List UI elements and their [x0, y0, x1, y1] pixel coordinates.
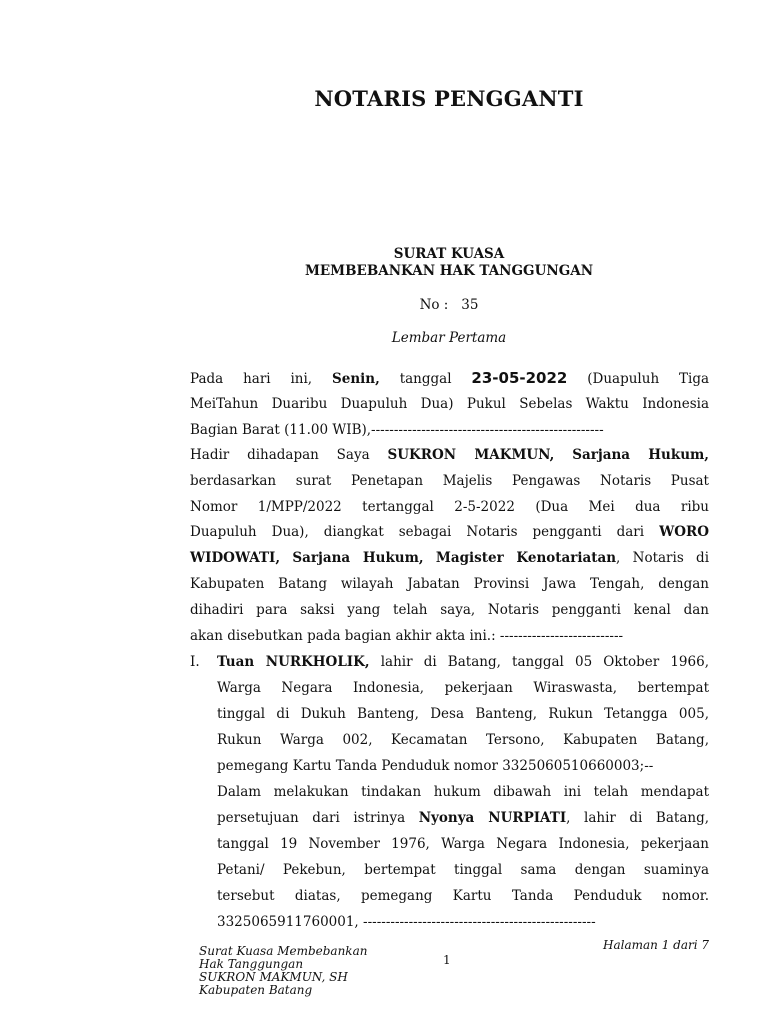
deed-date: 23-05-2022 — [471, 369, 568, 387]
page-number: 1 — [443, 953, 451, 967]
deed-number: No : 35 — [419, 297, 479, 313]
body-text: tanggal — [399, 371, 452, 387]
punctuation: , — [704, 447, 709, 463]
party-line: Petani/ Pekebun, bertempat tinggal sama dengan suaminya — [217, 862, 709, 878]
page-count: Halaman 1 dari 7 — [603, 938, 709, 952]
page-header-title: NOTARIS PENGGANTI — [314, 86, 584, 111]
body-line: dihadiri para saksi yang telah saya, Notaris pengganti kenal dan — [190, 602, 709, 618]
party-line: tinggal di Dukuh Banteng, Desa Banteng, Rukun Tetangga 005, — [217, 706, 709, 722]
notary-degree: Sarjana Hukum — [572, 447, 705, 463]
principal-notary-name: WIDOWATI — [190, 550, 276, 566]
punctuation: , — [418, 550, 424, 566]
party-line: 3325065911760001, --------------------------------------------------- — [217, 914, 596, 930]
body-text: Pada hari ini, — [190, 371, 313, 387]
footer-doc-title: Hak Tanggungan — [199, 957, 304, 971]
principal-notary-name: WORO — [659, 524, 709, 540]
party-line: tanggal 19 November 1976, Warga Negara Indonesia, pekerjaan — [217, 836, 709, 852]
principal-notary-degree: Sarjana Hukum — [292, 550, 419, 566]
punctuation: , — [275, 550, 281, 566]
punctuation: , — [549, 447, 555, 463]
body-line — [190, 548, 709, 568]
body-text: lahir di Batang, tanggal 05 Oktober 1966, — [380, 654, 709, 670]
body-line: Nomor 1/MPP/2022 tertanggal 2-5-2022 (Dua Mei dua ribu — [190, 499, 709, 515]
footer-notary: SUKRON MAKMUN, SH — [199, 970, 348, 984]
body-line: berdasarkan surat Penetapan Majelis Pengawas Notaris Pusat — [190, 473, 709, 489]
day-name: Senin, — [332, 371, 380, 387]
principal-notary-degree: Magister Kenotariatan — [435, 550, 617, 566]
party-line: Warga Negara Indonesia, pekerjaan Wiraswasta, bertempat — [217, 680, 709, 696]
body-text: Duapuluh Dua), diangkat sebagai Notaris pengganti dari — [190, 524, 645, 540]
body-text: Hadir dihadapan Saya — [190, 447, 370, 463]
body-text: (Duapuluh Tiga — [587, 371, 710, 387]
footer-doc-title: Surat Kuasa Membebankan — [199, 944, 368, 958]
list-marker: I. — [190, 654, 200, 670]
body-line: MeiTahun Duaribu Duapuluh Dua) Pukul Sebelas Waktu Indonesia — [190, 396, 709, 412]
body-line: Kabupaten Batang wilayah Jabatan Provinsi Jawa Tengah, dengan — [190, 576, 709, 592]
deed-title-line-1: SURAT KUASA — [393, 246, 505, 262]
body-text: , Notaris di — [616, 550, 710, 566]
party-name: Tuan NURKHOLIK, — [217, 654, 370, 670]
party-line: Dalam melakukan tindakan hukum dibawah ini telah mendapat — [217, 784, 709, 800]
spouse-name: Nyonya NURPIATI — [418, 810, 567, 826]
deed-sheet-label: Lembar Pertama — [391, 330, 507, 346]
body-line — [190, 445, 709, 465]
party-line: pemegang Kartu Tanda Penduduk nomor 3325060510660003;-- — [217, 758, 654, 774]
party-line: Rukun Warga 002, Kecamatan Tersono, Kabupaten Batang, — [217, 732, 709, 748]
footer-region: Kabupaten Batang — [199, 983, 313, 997]
body-line — [190, 522, 709, 542]
party-line: tersebut diatas, pemegang Kartu Tanda Penduduk nomor. — [217, 888, 709, 904]
party-line — [217, 652, 709, 672]
body-line: akan disebutkan pada bagian akhir akta ini.: --------------------------- — [190, 628, 624, 644]
notary-name: SUKRON MAKMUN — [387, 447, 550, 463]
body-text: , lahir di Batang, — [566, 810, 709, 826]
party-line — [217, 808, 709, 828]
deed-title-line-2: MEMBEBANKAN HAK TANGGUNGAN — [304, 263, 594, 279]
body-line: Bagian Barat (11.00 WIB),--------------------------------------------------- — [190, 422, 604, 438]
body-text: persetujuan dari istrinya — [217, 810, 406, 826]
body-line — [190, 368, 709, 388]
